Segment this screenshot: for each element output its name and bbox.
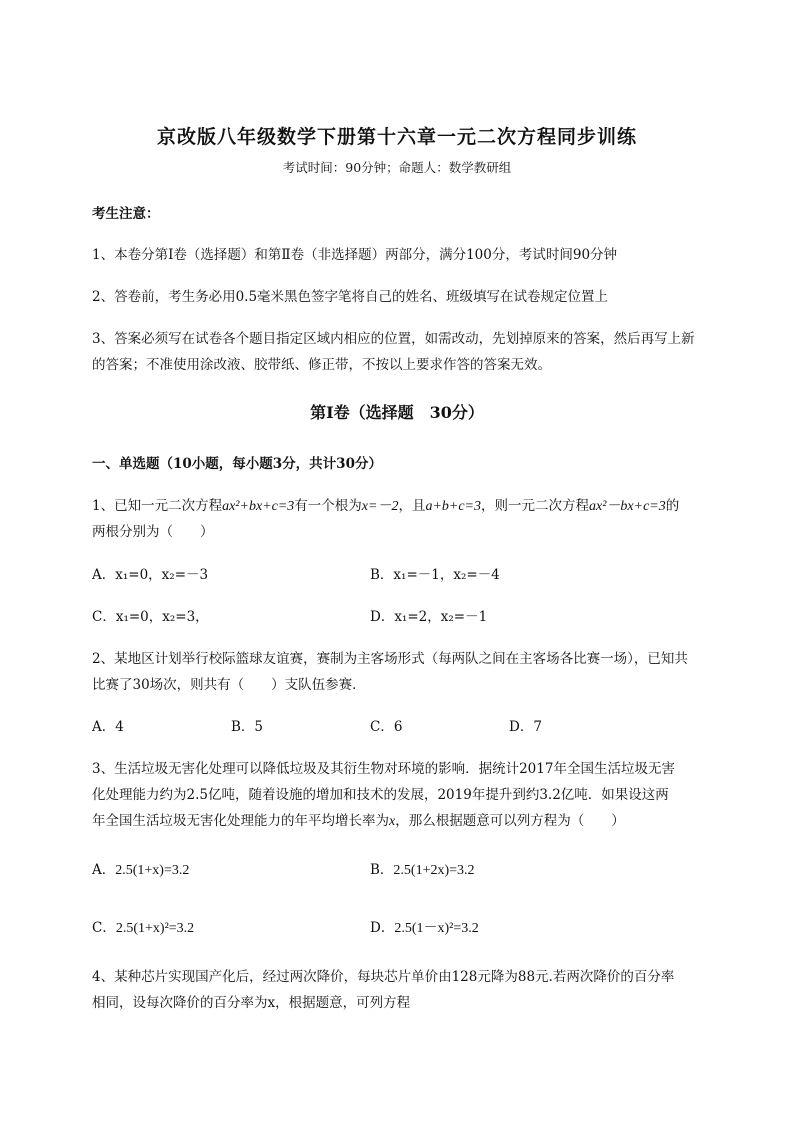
notice-item-2: 2、答卷前，考生务必用0.5毫米黑色签字笔将自己的姓名、班级填写在试卷规定位置上 <box>92 289 609 305</box>
q1-root: x=－2 <box>361 499 399 514</box>
section-heading: 第Ⅰ卷（选择题 30分） <box>310 403 484 422</box>
question-1-line-1 <box>92 494 679 515</box>
notice-heading: 考生注意： <box>92 206 160 222</box>
q2-option-c[interactable]: C．6 <box>370 719 403 735</box>
q1-option-b[interactable]: B．x₁=－1，x₂=－4 <box>370 567 500 583</box>
q1-option-a[interactable]: A．x₁=0，x₂=－3 <box>92 567 209 583</box>
q3-option-d-equation: 2.5(1－x)²=3.2 <box>394 921 479 936</box>
q1-equation-2: ax²－bx+c=3 <box>589 499 666 514</box>
q3-option-c-label: C． <box>92 920 116 936</box>
q1-text-e: 的 <box>665 498 680 514</box>
notice-item-3: 3、答案必须写在试卷各个题目指定区域内相应的位置，如需改动，先划掉原来的答案，然后再写上新 <box>92 331 695 347</box>
notice-item-3-cont: 的答案；不准使用涂改液、胶带纸、修正带，不按以上要求作答的答案无效。 <box>92 357 551 373</box>
q3-option-c-equation: 2.5(1+x)²=3.2 <box>115 921 195 936</box>
q3-option-d[interactable] <box>370 916 479 937</box>
q2-option-d[interactable]: D．7 <box>509 719 542 735</box>
q1-option-d[interactable]: D．x₁=2，x₂=－1 <box>370 609 488 625</box>
page-subtitle: 考试时间：90分钟；命题人：数学教研组 <box>282 160 512 175</box>
q3-text-a: 年全国生活垃圾无害化处理能力的年平均增长率为 <box>92 813 389 829</box>
q1-text-c: ，且 <box>398 498 426 514</box>
notice-item-1: 1、本卷分第Ⅰ卷（选择题）和第Ⅱ卷（非选择题）两部分，满分100分，考试时间90分钟 <box>92 247 618 263</box>
q1-equation-1: ax²+bx+c=3 <box>222 499 295 514</box>
q3-variable: x <box>389 814 396 829</box>
question-1-line-2: 两根分别为（ ） <box>92 524 214 540</box>
q3-text-b: ，那么根据题意可以列方程为（ ） <box>395 813 625 829</box>
question-3-line-3 <box>92 809 625 830</box>
q3-option-d-label: D． <box>370 920 395 936</box>
question-2-line-2: 比赛了30场次，则共有（ ）支队伍参赛． <box>92 677 366 693</box>
page-title: 京改版八年级数学下册第十六章一元二次方程同步训练 <box>156 126 637 148</box>
q3-option-b-equation: 2.5(1+2x)=3.2 <box>393 863 475 878</box>
part-heading: 一、单选题（10小题，每小题3分，共计30分） <box>92 456 382 472</box>
q2-option-a[interactable]: A．4 <box>92 719 124 735</box>
q2-option-b[interactable]: B．5 <box>231 719 264 735</box>
question-3-line-2: 化处理能力约为2.5亿吨，随着设施的增加和技术的发展，2019年提升到约3.2亿吨．如果设这两 <box>92 787 669 803</box>
q3-option-a-label: A． <box>92 862 116 878</box>
q1-text-a: 1、已知一元二次方程 <box>92 498 223 514</box>
question-3-line-1: 3、生活垃圾无害化处理可以降低垃圾及其衍生物对环境的影响．据统计2017年全国生活垃圾无害 <box>92 761 675 777</box>
q3-option-b-label: B． <box>370 862 394 878</box>
q1-text-b: 有一个根为 <box>294 498 362 514</box>
q3-option-c[interactable] <box>92 916 194 937</box>
question-4-line-2: 相同，设每次降价的百分率为x，根据题意，可列方程 <box>92 995 411 1011</box>
q3-option-b[interactable] <box>370 858 475 879</box>
q1-option-c[interactable]: C．x₁=0，x₂=3， <box>92 609 209 625</box>
q1-sum: a+b+c=3 <box>425 499 482 514</box>
q3-option-a[interactable] <box>92 858 189 879</box>
q1-text-d: ，则一元二次方程 <box>481 498 590 514</box>
question-4-line-1: 4、某种芯片实现国产化后，经过两次降价，每块芯片单价由128元降为88元.若两次降价的百分率 <box>92 969 675 985</box>
question-2-line-1: 2、某地区计划举行校际篮球友谊赛，赛制为主客场形式（每两队之间在主客场各比赛一场），已知共 <box>92 651 688 667</box>
q3-option-a-equation: 2.5(1+x)=3.2 <box>115 863 190 878</box>
